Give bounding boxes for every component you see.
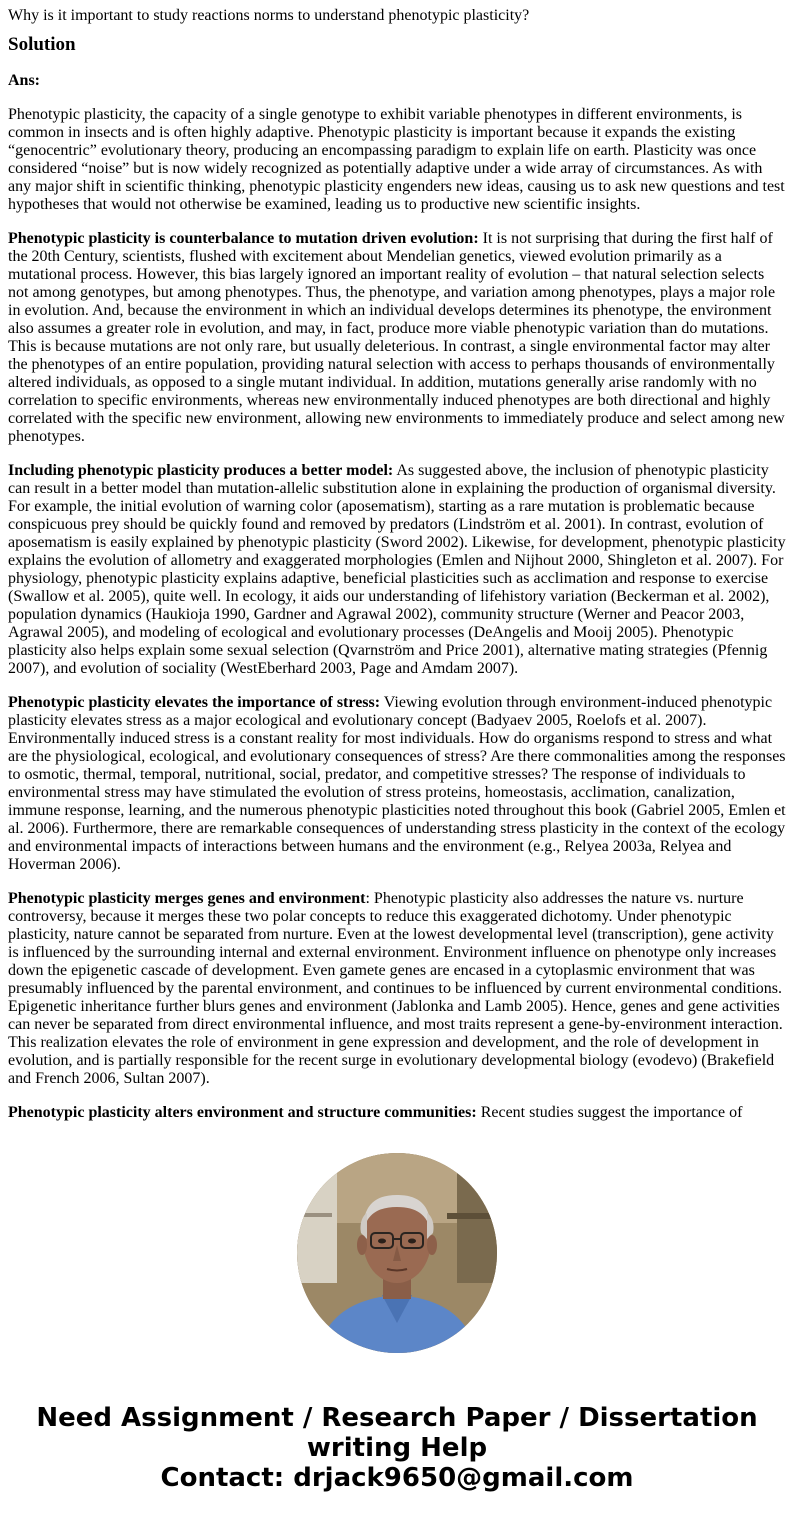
intro-paragraph: Phenotypic plasticity, the capacity of a single genotype to exhibit variable phenotypes in different environments, is common in insects and is often highly adaptive. Phenotypic plasticity is important because it expands the existing “genocentric” evolutionary theory, producing an encompassing paradigm to explain life on earth. Plasticity was once considered “noise” but is now widely recognized as potentially adaptive under a wide array of circumstances. As with any major shift in scientific thinking, phenotypic plasticity engenders new ideas, causing us to ask new questions and test hypotheses that would not otherwise be examined, leading us to productive new scientific insights. — [8, 106, 785, 213]
section-heading: Phenotypic plasticity merges genes and environment — [8, 890, 366, 907]
section-heading: Including phenotypic plasticity produces a better model: — [8, 462, 394, 479]
author-photo — [297, 1153, 497, 1353]
promo-line-2: writing Help — [306, 1433, 488, 1463]
section-paragraph — [8, 694, 786, 874]
section-paragraph-truncated — [8, 1104, 786, 1122]
section-paragraph — [8, 230, 786, 446]
section-heading: Phenotypic plasticity elevates the importance of stress: — [8, 694, 381, 711]
section-body: Recent studies suggest the importance of — [476, 1104, 743, 1121]
solution-heading: Solution — [8, 34, 76, 55]
section-heading: Phenotypic plasticity is counterbalance to mutation driven evolution: — [8, 230, 479, 247]
section-paragraph — [8, 890, 786, 1088]
section-body: It is not surprising that during the first half of the 20th Century, scientists, flushed with excitement about Mendelian genetics, viewed evolution primarily as a mutational process. However, this bias largely ignored an important reality of evolution – that natural selection selects not among genotypes, but among phenotypes. Thus, the phenotype, and variation among phenotypes, plays a major role in evolution. And, because the environment in which an individual develops determines its phenotype, the environment also assumes a greater role in evolution, and may, in fact, produce more viable phenotypic variation than do mutations. This is because mutations are not only rare, but usually deleterious. In contrast, a single environmental factor may alter the phenotypes of an entire population, providing natural selection with access to perhaps thousands of environmentally altered individuals, as opposed to a single mutant individual. In addition, mutations generally arise randomly with no correlation to specific environments, whereas new environmentally induced phenotypes are both directional and highly correlated with the specific new environment, allowing new environments to immediately produce and select among new phenotypes. — [8, 230, 785, 445]
section-body: As suggested above, the inclusion of phenotypic plasticity can result in a better model than mutation-allelic substitution alone in explaining the production of organismal diversity. For example, the initial evolution of warning color (aposematism), starting as a rare mutation is problematic because conspicuous prey should be quickly found and removed by predators (Lindström et al. 2001). In contrast, evolution of aposematism is easily explained by phenotypic plasticity (Sword 2002). Likewise, for development, phenotypic plasticity explains the evolution of allometry and exaggerated morphologies (Emlen and Nijhout 2000, Shingleton et al. 2007). For physiology, phenotypic plasticity explains adaptive, beneficial plasticities such as acclimation and response to exercise (Swallow et al. 2005), quite well. In ecology, it aids our understanding of lifehistory variation (Beckerman et al. 2002), population dynamics (Haukioja 1990, Gardner and Agrawal 2002), community structure (Werner and Peacor 2003, Agrawal 2005), and modeling of ecological and evolutionary processes (DeAngelis and Mooij 2005). Phenotypic plasticity also helps explain some sexual selection (Qvarnström and Price 2001), alternative mating strategies (Pfennig 2007), and evolution of sociality (WestEberhard 2003, Page and Amdam 2007). — [8, 462, 786, 677]
article — [8, 7, 786, 1125]
section-body: Viewing evolution through environment-induced phenotypic plasticity elevates stress as a major ecological and evolutionary concept (Badyaev 2005, Roelofs et al. 2007). Environmentally induced stress is a constant reality for most individuals. How do organisms respond to stress and what are the physiological, ecological, and evolutionary consequences of stress? Are there commonalities among the responses to osmotic, thermal, temporal, nutritional, social, predator, and competitive stresses? The response of individuals to environmental stress may have stimulated the evolution of stress proteins, homeostasis, acclimation, canalization, immune response, learning, and the numerous phenotypic plasticities noted throughout this book (Gabriel 2005, Emlen et al. 2006). Furthermore, there are remarkable consequences of understanding stress plasticity in the context of the ecology and environmental impacts of interactions between humans and the environment (e.g., Relyea 2003a, Relyea and Hoverman 2006). — [8, 694, 786, 873]
author-avatar — [297, 1153, 497, 1353]
promo-banner — [0, 1403, 794, 1493]
section-body: : Phenotypic plasticity also addresses the nature vs. nurture controversy, because it merges these two polar concepts to reduce this exaggerated dichotomy. Under phenotypic plasticity, nature cannot be separated from nurture. Even at the lowest developmental level (transcription), gene activity is influenced by the surrounding internal and external environment. Environment influence on phenotype only increases down the epigenetic cascade of development. Even gamete genes are encased in a cytoplasmic environment that was presumably influenced by the parental environment, and continues to be influenced by current environmental conditions. Epigenetic inheritance further blurs genes and environment (Jablonka and Lamb 2005). Hence, genes and gene activities can never be separated from direct environmental influence, and most traits represent a gene-by-environment interaction. This realization elevates the role of environment in gene expression and development, and the role of development in evolution, and is partially responsible for the recent surge in evolutionary developmental biology (evodevo) (Brakefield and French 2006, Sultan 2007). — [8, 890, 783, 1087]
question-text: Why is it important to study reactions norms to understand phenotypic plasticity? — [8, 7, 530, 24]
section-paragraph — [8, 462, 786, 678]
answer-label: Ans: — [8, 72, 41, 89]
promo-line-1: Need Assignment / Research Paper / Dissertation — [36, 1403, 758, 1433]
section-heading: Phenotypic plasticity alters environment and structure communities: — [8, 1104, 477, 1121]
promo-contact: Contact: drjack9650@gmail.com — [160, 1463, 634, 1493]
